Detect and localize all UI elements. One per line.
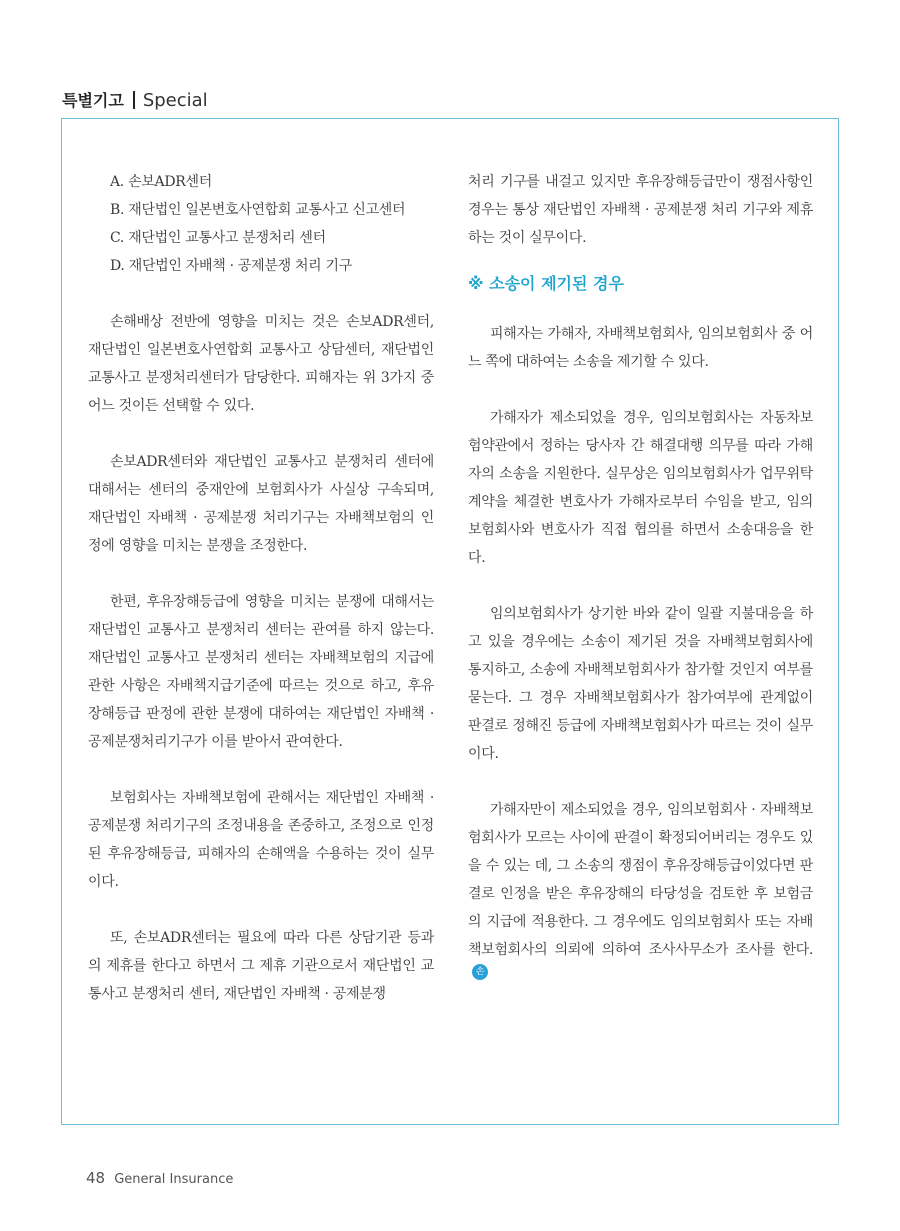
paragraph-continuation: 처리 기구를 내걸고 있지만 후유장해등급만이 쟁점사항인 경우는 통상 재단법인 자배책 · 공제분쟁 처리 기구와 제휴하는 것이 실무이다. (468, 174, 813, 246)
subheading: ※ 소송이 제기된 경우 (468, 274, 624, 293)
list-item-d: D. 재단법인 자배책 · 공제분쟁 처리 기구 (110, 258, 352, 274)
paragraph: 또, 손보ADR센터는 필요에 따라 다른 상담기관 등과의 제휴를 한다고 하면서 그 제휴 기관으로서 재단법인 교통사고 분쟁처리 센터, 재단법인 자배책 · 공제분쟁 (88, 930, 434, 1002)
publication-title: General Insurance (114, 1172, 234, 1187)
section-header (62, 88, 208, 111)
page-footer (86, 1168, 233, 1187)
page-number: 48 (86, 1169, 106, 1187)
left-column (88, 168, 434, 1008)
section-label-korean: 특별기고 (62, 91, 124, 110)
paragraph: 한편, 후유장해등급에 영향을 미치는 분쟁에 대해서는 재단법인 교통사고 분쟁처리 센터는 관여를 하지 않는다. 재단법인 교통사고 분쟁처리 센터는 자배책보험의 지급에 관한 사항은 자배책지급기준에 따르는 것으로 하고, 후유장해등급 판정에 관한 분쟁에 대하여는 재단법인 자배책 · 공제분쟁처리기구가 이를 받아서 관여한다. (88, 594, 434, 750)
header-divider (133, 91, 135, 109)
list-item-c: C. 재단법인 교통사고 분쟁처리 센터 (110, 230, 326, 246)
section-label-english: Special (142, 90, 208, 111)
paragraph: 손해배상 전반에 영향을 미치는 것은 손보ADR센터, 재단법인 일본변호사연합회 교통사고 상담센터, 재단법인 교통사고 분쟁처리센터가 담당한다. 피해자는 위 3가지 중 어느 것이든 선택할 수 있다. (88, 314, 434, 414)
paragraph: 손보ADR센터와 재단법인 교통사고 분쟁처리 센터에 대해서는 센터의 중재안에 보험회사가 사실상 구속되며, 재단법인 자배책 · 공제분쟁 처리기구는 자배책보험의 인정에 영향을 미치는 분쟁을 조정한다. (88, 454, 434, 554)
right-column (468, 168, 813, 998)
end-mark-icon: 손보 (472, 964, 488, 980)
paragraph-last-text: 가해자만이 제소되었을 경우, 임의보험회사 · 자배책보험회사가 모르는 사이에 판결이 확정되어버리는 경우도 있을 수 있는 데, 그 소송의 쟁점이 후유장해등급이었다면 판결로 인정을 받은 후유장해의 타당성을 검토한 후 보험금의 지급에 적용한다. 그 경우에도 임의보험회사 또는 자배책보험회사의 의뢰에 의하여 조사사무소가 조사를 한다. (468, 802, 813, 958)
paragraph-last (468, 796, 813, 998)
paragraph: 가해자가 제소되었을 경우, 임의보험회사는 자동차보험약관에서 정하는 당사자 간 해결대행 의무를 따라 가해자의 소송을 지원한다. 실무상은 임의보험회사가 업무위탁계약을 체결한 변호사가 가해자로부터 수임을 받고, 임의보험회사와 변호사가 직접 협의를 하면서 소송대응을 한다. (468, 410, 813, 566)
list-item-a: A. 손보ADR센터 (110, 174, 212, 190)
list-item-b: B. 재단법인 일본변호사연합회 교통사고 신고센터 (110, 202, 406, 218)
paragraph: 피해자는 가해자, 자배책보험회사, 임의보험회사 중 어느 쪽에 대하여는 소송을 제기할 수 있다. (468, 326, 813, 370)
paragraph: 보험회사는 자배책보험에 관해서는 재단법인 자배책 · 공제분쟁 처리기구의 조정내용을 존중하고, 조정으로 인정된 후유장해등급, 피해자의 손해액을 수용하는 것이 실무이다. (88, 790, 434, 890)
paragraph: 임의보험회사가 상기한 바와 같이 일괄 지불대응을 하고 있을 경우에는 소송이 제기된 것을 자배책보험회사에 통지하고, 소송에 자배책보험회사가 참가할 것인지 여부를 묻는다. 그 경우 자배책보험회사가 참가여부에 관계없이 판결로 정해진 등급에 자배책보험회사가 따르는 것이 실무이다. (468, 606, 813, 762)
